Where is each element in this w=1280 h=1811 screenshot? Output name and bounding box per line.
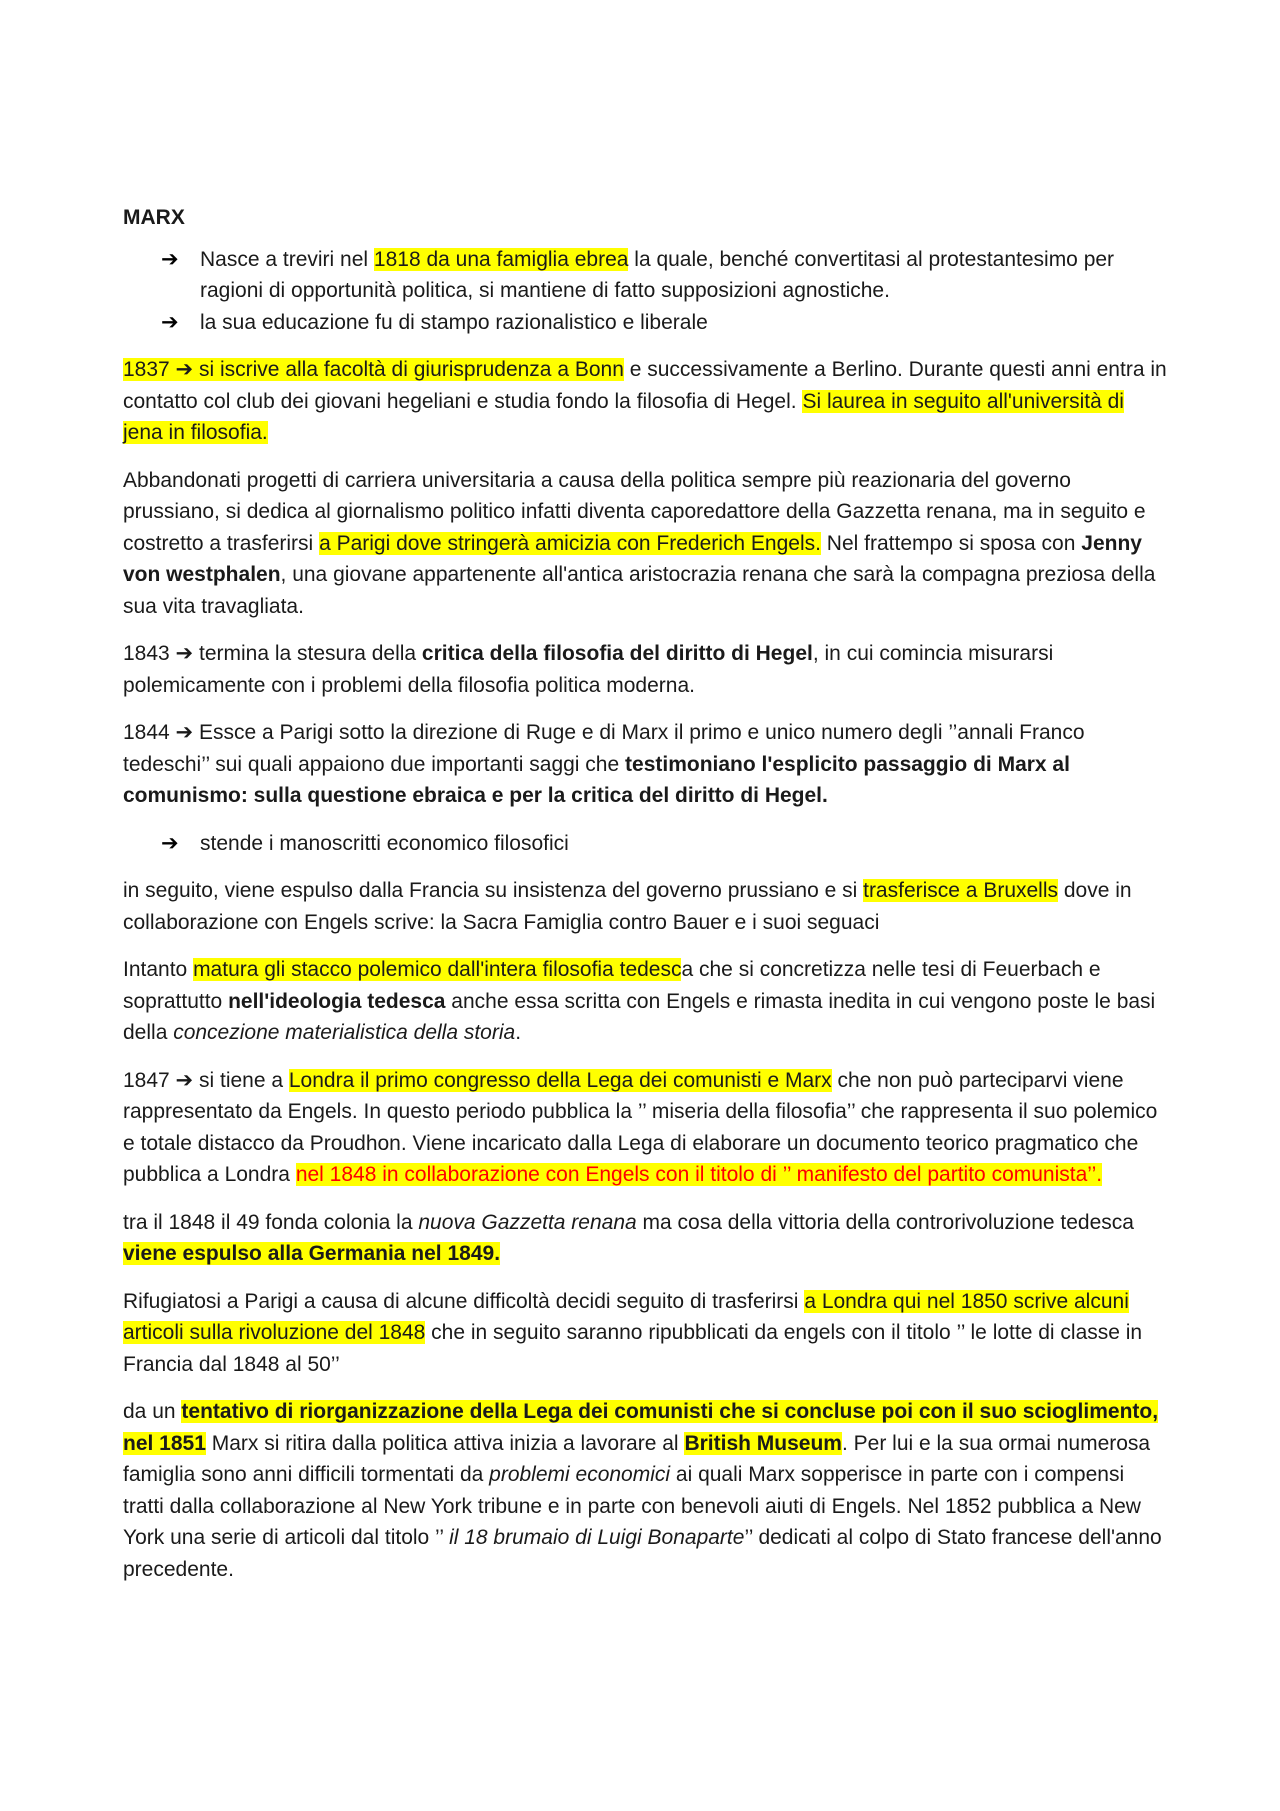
text-run: Nel frattempo si sposa con bbox=[820, 531, 1082, 555]
highlighted-text: 1837 ➔ si iscrive alla facoltà di giurisprudenza a Bonn bbox=[123, 358, 624, 381]
paragraph-1837 bbox=[123, 354, 1168, 449]
text-run: 1847 ➔ si tiene a bbox=[123, 1068, 289, 1092]
text-run: in seguito, viene espulso dalla Francia su insistenza del governo prussiano e si bbox=[123, 879, 864, 902]
italic-text: il 18 brumaio di Luigi Bonaparte bbox=[449, 1526, 745, 1549]
highlighted-red-text: nel 1848 in collaborazione con Engels con il titolo di ’’ manifesto del partito comunista’’. bbox=[295, 1163, 1103, 1186]
highlighted-text: a Parigi dove stringerà amicizia con Frederich Engels. bbox=[319, 531, 821, 555]
list-item bbox=[123, 244, 1168, 307]
text-run: anche essa scritta con Engels e rimasta inedita in cui vengono poste le basi della bbox=[123, 989, 1156, 1044]
highlighted-bold-text: tentativo di riorganizzazione della Lega dei comunisti che si concluse poi con il suo scioglimento, nel 1851 bbox=[123, 1400, 1159, 1455]
list-item bbox=[123, 828, 1168, 860]
text-run: ’’ dedicati al colpo di Stato francese dell'anno precedente. bbox=[123, 1526, 1162, 1581]
arrow-right-icon: ➔ bbox=[161, 310, 179, 334]
text-run: , in cui comincia misurarsi polemicamente con i problemi della filosofia politica moderna. bbox=[123, 642, 1054, 697]
highlighted-text: Si laurea in seguito all'università di jena in filosofia. bbox=[123, 389, 1124, 444]
text-run: che non può parteciparvi viene rappresentato da Engels. In questo periodo pubblica la ’’ miseria della filosofia’’ che rappresenta il suo polemico e totale distacco da Proudhon. Viene incaricato dalla Lega di elaborare un documento teorico pragmatico che pubblica a Londra bbox=[123, 1068, 1158, 1186]
arrow-right-icon: ➔ bbox=[161, 831, 179, 855]
paragraph-1843 bbox=[123, 638, 1168, 701]
italic-text: concezione materialistica della storia bbox=[173, 1021, 516, 1044]
text-run: tra il 1848 il 49 fonda colonia la bbox=[123, 1210, 419, 1234]
text-run: ma cosa della vittoria della controrivoluzione tedesca bbox=[636, 1210, 1134, 1234]
text-run: e successivamente a Berlino. Durante questi anni entra in contatto col club dei giovani hegeliani e studia fondo la filosofia di Hegel. bbox=[123, 358, 1167, 413]
highlighted-text: 1818 da una famiglia ebrea bbox=[373, 247, 629, 271]
italic-text: nuova Gazzetta renana bbox=[418, 1210, 637, 1234]
paragraph-1847 bbox=[123, 1065, 1168, 1191]
text-run: . Per lui e la sua ormai numerosa famiglia sono anni difficili tormentati da bbox=[123, 1431, 1151, 1486]
bold-text: critica della filosofia del diritto di Hegel bbox=[421, 642, 813, 665]
text-run: Rifugiatosi a Parigi a causa di alcune difficoltà decidi seguito di trasferirsi bbox=[123, 1289, 805, 1313]
bullet-list-manuscripts bbox=[123, 828, 1168, 860]
paragraph-paris bbox=[123, 465, 1168, 623]
text-run: stende i manoscritti economico filosofici bbox=[200, 831, 569, 855]
text-run: la sua educazione fu di stampo razionalistico e liberale bbox=[200, 310, 708, 334]
paragraph-londra bbox=[123, 1286, 1168, 1381]
text-run: ai quali Marx sopperisce in parte con i compensi tratti dalla collaborazione al New York tribune e in parte con benevoli aiuti di Engels. Nel 1852 pubblica a New York una serie di articoli dal titolo ’’ bbox=[123, 1463, 1141, 1549]
bold-text: testimoniano l'esplicito passaggio di Marx al comunismo: sulla questione ebraica e per la critica del diritto di Hegel. bbox=[123, 752, 1070, 807]
text-run: Abbandonati progetti di carriera universitaria a causa della politica sempre più reazionaria del governo prussiano, si dedica al giornalismo politico infatti diventa caporedattore della Gazzetta renana, ma in seguito e costretto a trasferirsi bbox=[123, 468, 1146, 555]
text-run: . bbox=[515, 1021, 522, 1044]
text-run: 1844 ➔ Essce a Parigi sotto la direzione di Ruge e di Marx il primo e unico numero degli ’’annali Franco tedeschi’’ sui quali appaiono due importanti saggi che bbox=[123, 721, 1085, 776]
arrow-right-icon: ➔ bbox=[161, 247, 179, 271]
highlighted-text: trasferisce a Bruxells bbox=[863, 879, 1059, 902]
document-title: MARX bbox=[123, 206, 185, 229]
text-run: Nasce a treviri nel bbox=[200, 247, 374, 271]
bold-text: nell'ideologia tedesca bbox=[228, 989, 446, 1013]
paragraph-1848 bbox=[123, 1207, 1168, 1270]
text-run: , una giovane appartenente all'antica aristocrazia renana che sarà la compagna preziosa della sua vita travagliata. bbox=[123, 563, 1156, 618]
highlighted-text: matura gli stacco polemico dall'intera filosofia tedesc bbox=[193, 958, 682, 981]
highlighted-bold-text: British Museum bbox=[684, 1431, 842, 1455]
document-body bbox=[123, 202, 1168, 1601]
text-run: da un bbox=[123, 1400, 182, 1423]
text-run: 1843 ➔ termina la stesura della bbox=[123, 642, 422, 665]
text-run: Marx si ritira dalla politica attiva inizia a lavorare al bbox=[205, 1431, 685, 1455]
paragraph-1851 bbox=[123, 1396, 1168, 1585]
text-run: che in seguito saranno ripubblicati da engels con il titolo ’’ le lotte di classe in Francia dal 1848 al 50’’ bbox=[123, 1321, 1143, 1376]
highlighted-bold-text: viene espulso alla Germania nel 1849. bbox=[123, 1242, 501, 1265]
paragraph-bruxelles bbox=[123, 875, 1168, 938]
bold-text: Jenny von westphalen bbox=[123, 531, 1142, 586]
text-run: la quale, benché convertitasi al protestantesimo per ragioni di opportunità politica, si mantiene di fatto supposizioni agnostiche. bbox=[200, 247, 1115, 302]
text-run: dove in collaborazione con Engels scrive: la Sacra Famiglia contro Bauer e i suoi seguaci bbox=[123, 879, 1132, 934]
italic-text: problemi economici bbox=[489, 1463, 671, 1486]
text-run: a che si concretizza nelle tesi di Feuerbach e soprattutto bbox=[123, 958, 1101, 1013]
highlighted-text: Londra il primo congresso della Lega dei comunisti e Marx bbox=[288, 1068, 832, 1092]
list-item bbox=[123, 307, 1168, 339]
text-run: Intanto bbox=[123, 958, 194, 981]
highlighted-text: a Londra qui nel 1850 scrive alcuni articoli sulla rivoluzione del 1848 bbox=[123, 1289, 1129, 1344]
paragraph-1844 bbox=[123, 717, 1168, 812]
paragraph-ideologia bbox=[123, 954, 1168, 1049]
bullet-list-biography bbox=[123, 244, 1168, 339]
